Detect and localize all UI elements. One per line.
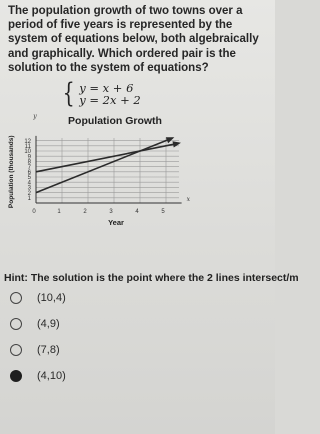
y-tick-label: 2: [27, 190, 31, 197]
answer-choice[interactable]: [8, 290, 128, 306]
y-tick-label: 5: [27, 175, 31, 182]
equation-1: y = x + 6: [79, 81, 134, 95]
x-tick-label: 0: [32, 209, 36, 215]
y-tick-label: 7: [27, 164, 31, 171]
answer-choice-label: (4,10): [37, 370, 66, 382]
population-growth-chart: [0, 108, 200, 268]
y-tick-label: 11: [24, 144, 31, 150]
y-tick-label: 12: [24, 138, 31, 145]
series-line-2: [36, 138, 173, 193]
question-text: The population growth of two towns over a period of five years is represented by the system of equations below, both algebraically and graphically. Which ordered pair is the solution to the system of equations?: [8, 5, 259, 74]
equation-system: [60, 78, 141, 109]
x-tick-label: 5: [161, 209, 165, 215]
series-line-1: [36, 143, 179, 172]
chart-title: Population Growth: [68, 115, 162, 127]
answer-choice-label: (10,4): [37, 292, 66, 304]
x-tick-label: 4: [135, 209, 139, 215]
y-tick-label: 10: [24, 149, 31, 156]
y-tick-label: 6: [27, 170, 31, 176]
radio-button[interactable]: [10, 318, 22, 330]
x-axis-letter: x: [186, 196, 190, 203]
series-arrowhead-1: [172, 141, 180, 147]
answer-choice[interactable]: [8, 342, 128, 358]
y-axis-label: Population (thousands): [8, 135, 16, 209]
y-tick-label: 1: [27, 196, 31, 202]
y-tick-label: 8: [27, 159, 31, 166]
equation-2: y = 2x + 2: [79, 93, 141, 107]
radio-button[interactable]: [10, 292, 22, 304]
hint-text: Hint: The solution is the point where the 2 lines intersect/m: [4, 272, 299, 284]
answer-choice-label: (4,9): [37, 318, 60, 330]
y-tick-label: 9: [27, 154, 31, 161]
radio-button[interactable]: [10, 344, 22, 356]
answer-choice[interactable]: [8, 316, 128, 332]
x-tick-label: 2: [83, 209, 87, 215]
y-tick-label: 3: [27, 185, 31, 192]
y-axis-letter: y: [33, 113, 37, 120]
radio-button[interactable]: [10, 370, 22, 382]
y-tick-label: 4: [27, 180, 31, 187]
system-brace: {: [62, 78, 75, 109]
x-tick-label: 3: [109, 209, 113, 215]
x-tick-label: 1: [57, 209, 61, 215]
answer-choice-label: (7,8): [37, 344, 60, 356]
answer-choice[interactable]: [8, 368, 128, 384]
x-axis-label: Year: [108, 218, 124, 227]
